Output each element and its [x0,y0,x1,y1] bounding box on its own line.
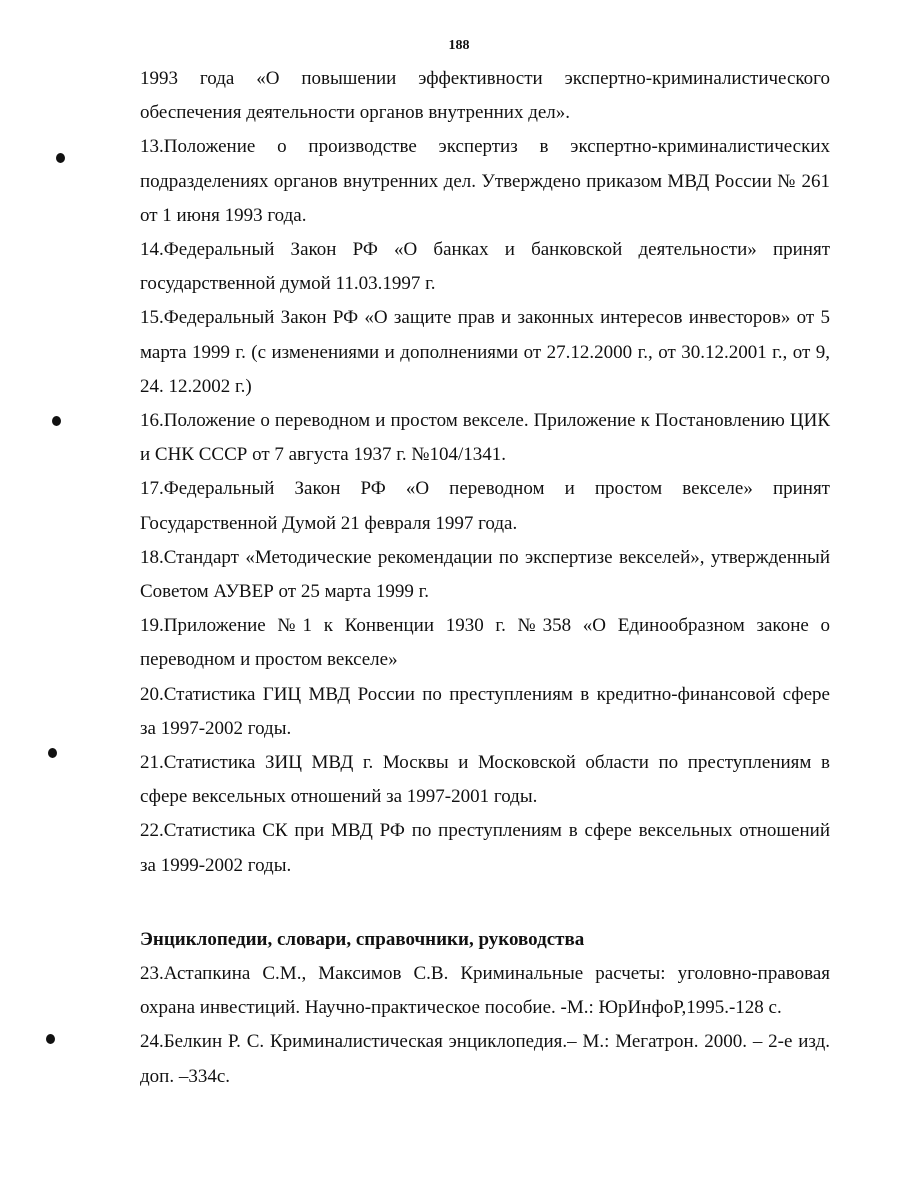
binder-hole-mark [52,416,61,426]
page-number: 188 [448,38,470,53]
bibliography-entry-continuation: 1993 года «О повышении эффективности экспертно-криминалистического обеспечения деятельности органов внутренних дел». [140,68,830,124]
bibliography-entry-20: 20.Статистика ГИЦ МВД России по преступлениям в кредитно-финансовой сфере за 1997-2002 годы. [140,683,830,739]
bibliography-entry-23: 23.Астапкина С.М., Максимов С.В. Криминальные расчеты: уголовно-правовая охрана инвестиций. Научно-практическое пособие. -М.: ЮрИнфоР,1995.-128 с. [140,963,830,1019]
bibliography-entry-21: 21.Статистика ЗИЦ МВД г. Москвы и Московской области по преступлениям в сфере вексельных отношений за 1997-2001 годы. [140,752,830,808]
binder-hole-mark [56,153,65,163]
bibliography-entry-24: 24.Белкин Р. С. Криминалистическая энциклопедия.– М.: Мегатрон. 2000. – 2-е изд. доп. –334с. [140,1031,830,1087]
bibliography-list [140,62,830,1094]
bibliography-entry-18: 18.Стандарт «Методические рекомендации по экспертизе векселей», утвержденный Советом АУВЕР от 25 марта 1999 г. [140,546,830,603]
bibliography-entry-14: 14.Федеральный Закон РФ «О банках и банковской деятельности» принят государственной думой 11.03.1997 г. [140,239,830,295]
bibliography-entry-15: 15.Федеральный Закон РФ «О защите прав и законных интересов инвесторов» от 5 марта 1999 г. (с изменениями и дополнениями от 27.12.2000 г., от 30.12.2001 г., от 9, 24. 12.2002 г.) [140,307,830,397]
bibliography-entry-17: 17.Федеральный Закон РФ «О переводном и простом векселе» принят Государственной Думой 21 февраля 1997 года. [140,478,830,534]
section-heading: Энциклопедии, словари, справочники, руководства [140,928,585,950]
bibliography-entry-22: 22.Статистика СК при МВД РФ по преступлениям в сфере вексельных отношений за 1999-2002 годы. [140,820,830,876]
bibliography-entry-16: 16.Положение о переводном и простом векселе. Приложение к Постановлению ЦИК и СНК СССР от 7 августа 1937 г. №104/1341. [140,410,830,466]
binder-hole-mark [48,748,57,758]
bibliography-entry-13: 13.Положение о производстве экспертиз в экспертно-криминалистических подразделениях органов внутренних дел. Утверждено приказом МВД России № 261 от 1 июня 1993 года. [140,136,830,226]
bibliography-entry-19: 19.Приложение №1 к Конвенции 1930 г. №358 «О Единообразном законе о переводном и простом векселе» [140,615,830,671]
binder-hole-mark [46,1034,55,1044]
